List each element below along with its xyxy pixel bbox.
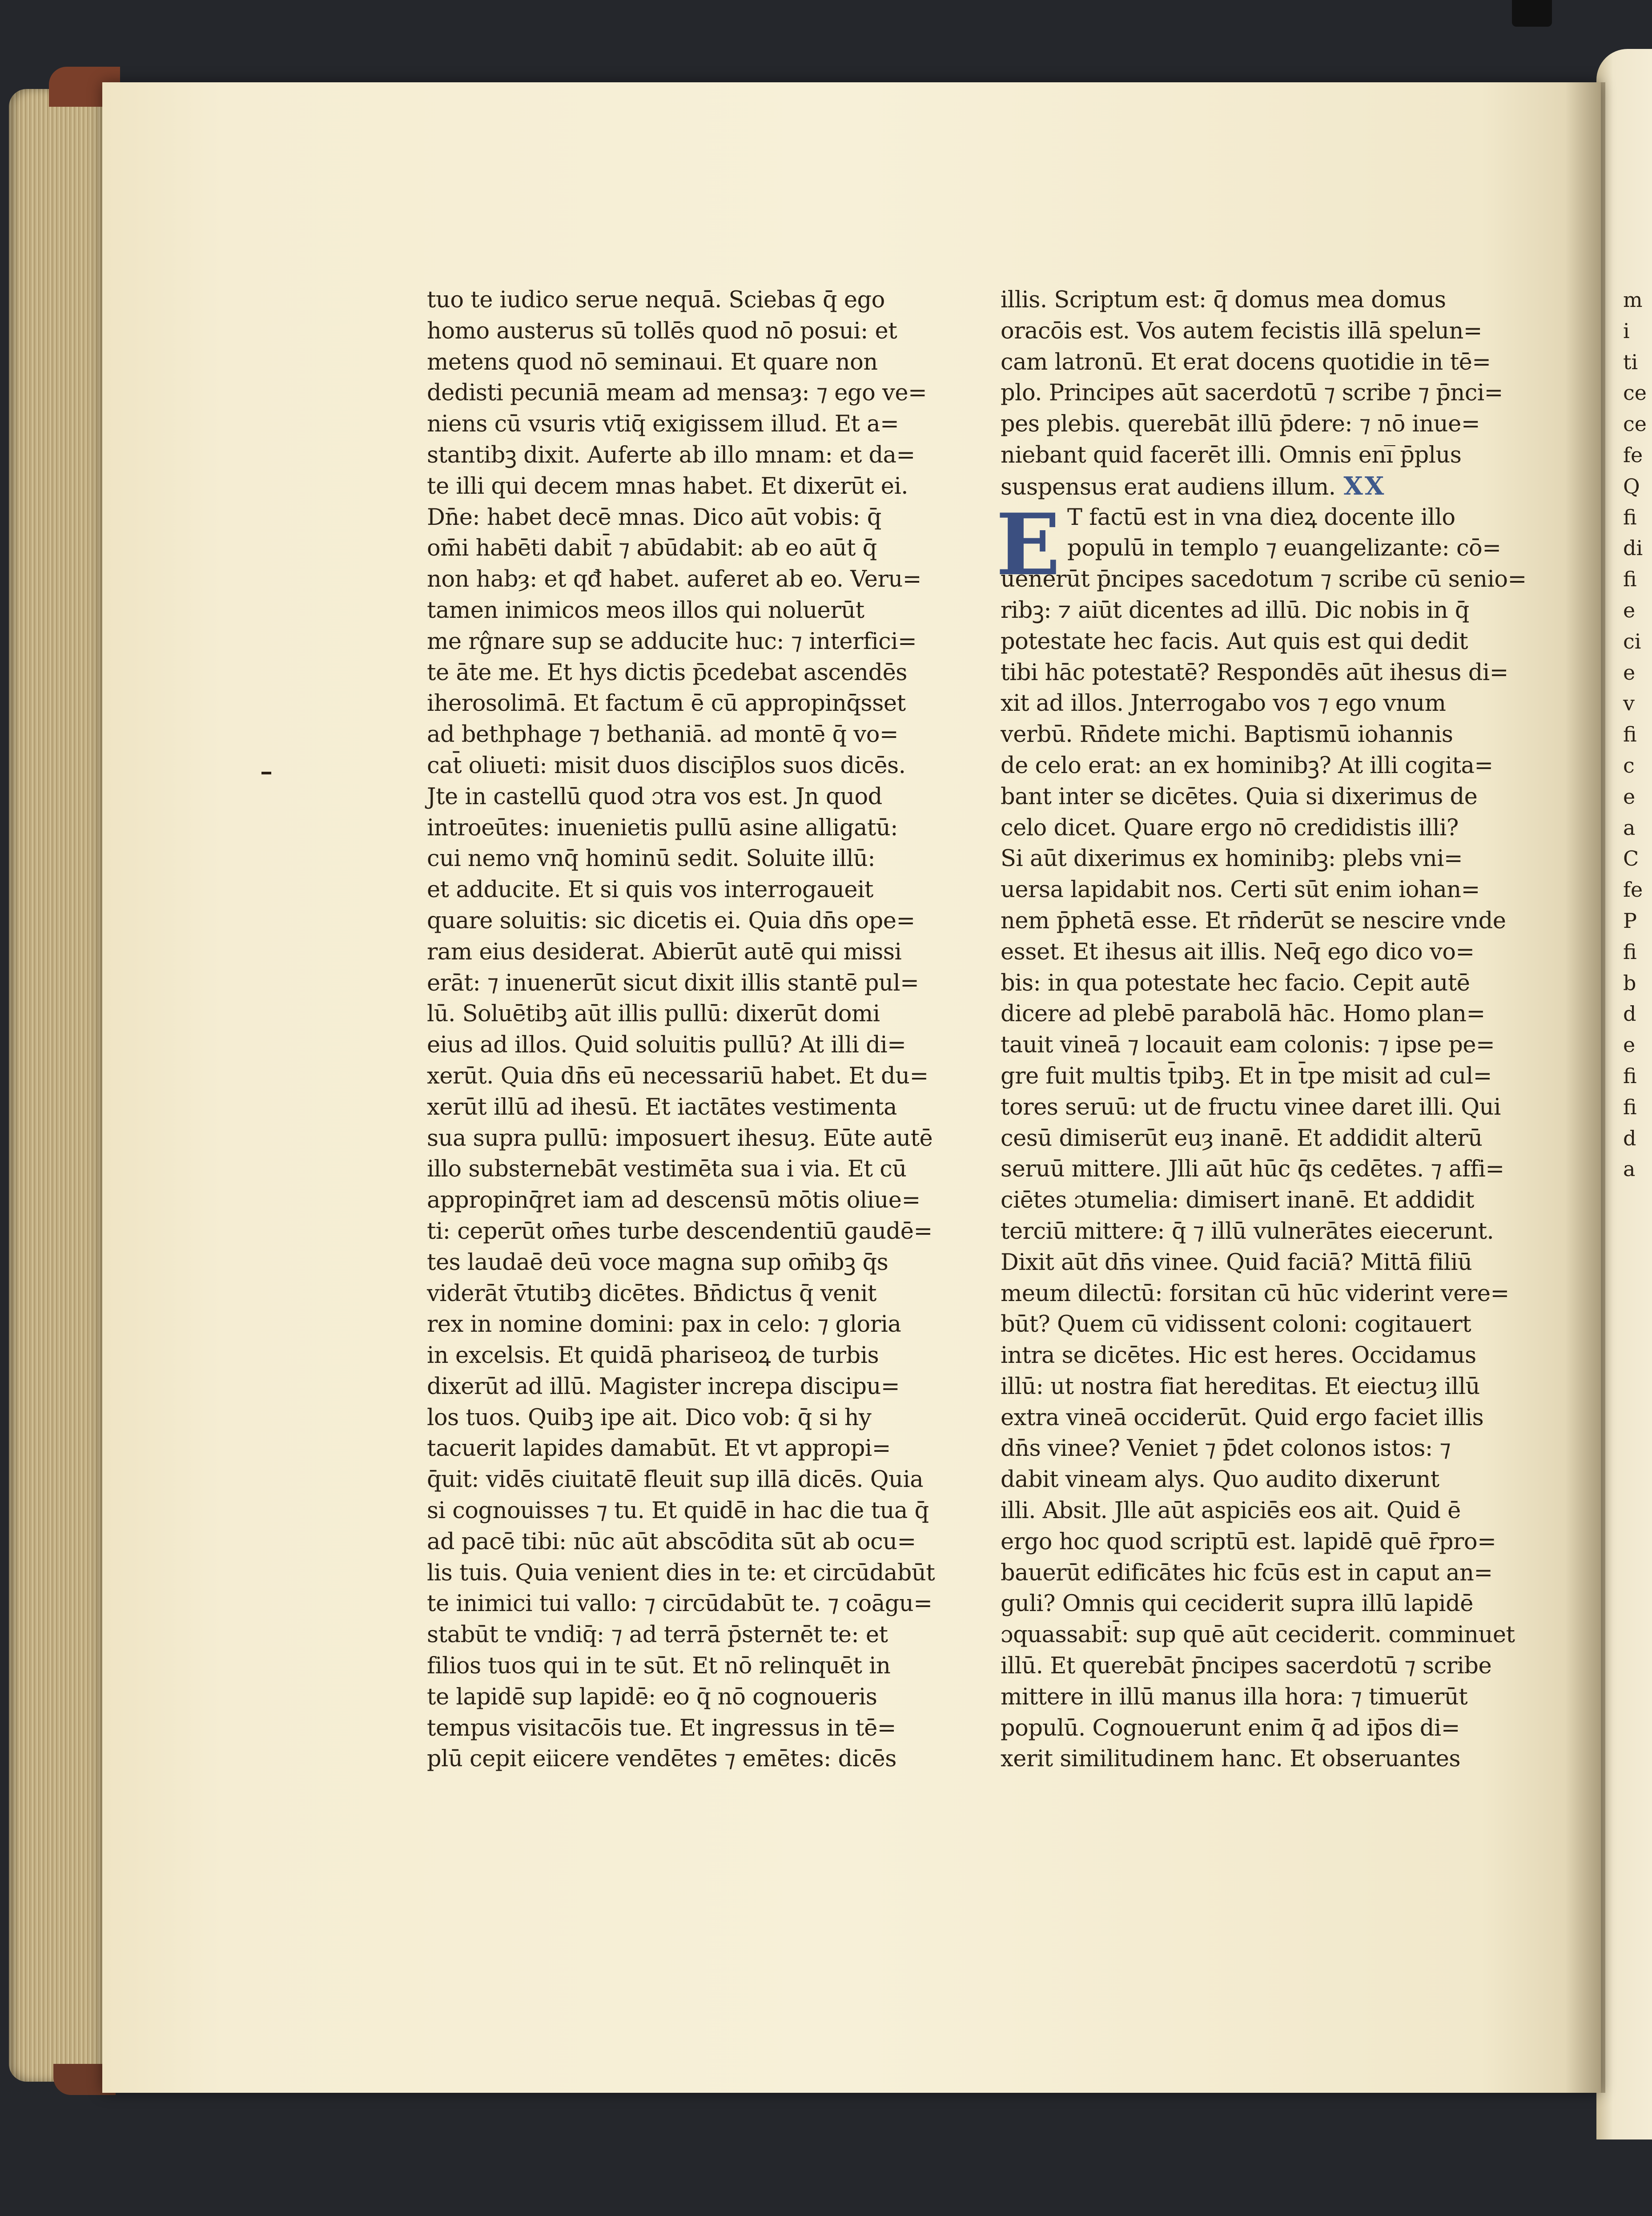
text-line: ad pacē tibi: nūc aūt abscōdita sūt ab ocu=	[427, 1528, 916, 1555]
text-line: lis tuis. Quia venient dies in te: et circūdabūt	[427, 1559, 935, 1586]
text-line: tes laudaē deū voce magna sup om̄ibꝫ q̄s	[427, 1249, 888, 1276]
text-line: populū in templo ⁊ euangelizante: cō=	[1067, 535, 1501, 562]
text-line: q̄uit: vidēs ciuitatē fleuit sup illā dicēs. Quia	[427, 1467, 924, 1493]
facing-page-fragment: Q	[1623, 474, 1640, 498]
facing-page-fragment: fi	[1623, 1095, 1637, 1119]
text-line: lū. Soluētibꝫ aūt illis pullū: dixerūt domi	[427, 1001, 880, 1027]
text-line: dn̄s vinee? Veniet ⁊ p̄det colonos istos: ⁊	[1001, 1435, 1451, 1462]
text-line: Jte in castellū quod ɔtra vos est. Jn quod	[427, 783, 882, 810]
facing-page-fragment: fe	[1623, 878, 1643, 902]
text-line: ad bethphage ⁊ bethaniā. ad montē q̄ vo=	[427, 721, 899, 748]
text-line: erāt: ⁊ inuenerūt sicut dixit illis stantē pul=	[427, 970, 919, 996]
text-line: cam latronū. Et erat docens quotidie in tē=	[1001, 349, 1491, 375]
text-line: tacuerit lapides damabūt. Et vt appropi=	[427, 1435, 891, 1462]
right-column-top-last-line: suspensus erat audiens illum.	[1001, 474, 1336, 500]
decorated-initial: E	[996, 495, 1061, 594]
text-line: ribꝫ: ⁊ aiūt dicentes ad illū. Dic nobis in q̄	[1001, 597, 1469, 624]
text-line: tuo te iudico serue nequā. Sciebas q̄ ego	[427, 287, 885, 313]
text-line: tempus visitacōis tue. Et ingressus in tē=	[427, 1715, 896, 1741]
text-line: te lapidē sup lapidē: eo q̄ nō cognoueris	[427, 1684, 877, 1710]
facing-page-fragment: v	[1623, 691, 1635, 716]
text-line: niens cū vsuris vtiq̄ exigissem illud. Et a=	[427, 411, 899, 438]
text-line: guli? Omnis qui ceciderit supra illū lapidē	[1001, 1591, 1473, 1617]
text-line: niebant quid facerēt illi. Omnis eni̅ p̄plus	[1001, 442, 1462, 468]
text-line: populū. Cognouerunt enim q̄ ad ip̄os di=	[1001, 1715, 1460, 1741]
text-line: ergo hoc quod scriptū est. lapidē quē r̄pro=	[1001, 1528, 1496, 1555]
facing-page-fragment: di	[1623, 536, 1643, 560]
right-column-body	[1001, 502, 1527, 1775]
book-fore-edge	[9, 89, 111, 2082]
text-line: tores seruū: ut de fructu vinee daret illi. Qui	[1001, 1094, 1501, 1120]
text-line: xit ad illos. Jnterrogabo vos ⁊ ego vnum	[1001, 690, 1446, 717]
text-line: bis: in qua potestate hec facio. Cepit autē	[1001, 970, 1470, 996]
text-line: te inimici tui vallo: ⁊ circūdabūt te. ⁊ coāgu=	[427, 1591, 933, 1617]
facing-page-fragment: i	[1623, 318, 1630, 343]
text-line: esset. Et ihesus ait illis. Neq̄ ego dico vo=	[1001, 939, 1475, 965]
text-line: plo. Principes aūt sacerdotū ⁊ scribe ⁊ p̄nci=	[1001, 380, 1503, 407]
facing-page-fragment: fi	[1623, 567, 1637, 592]
text-line: introeūtes: inuenietis pullū asine alligatū:	[427, 814, 898, 841]
text-line: tamen inimicos meos illos qui noluerūt	[427, 597, 864, 624]
text-line: non habȝ: et qđ habet. auferet ab eo. Veru=	[427, 566, 921, 593]
facing-page-fragment: e	[1623, 598, 1636, 622]
text-line: mittere in illū manus illa hora: ⁊ timuerūt	[1001, 1684, 1468, 1710]
facing-page-fragment: C	[1623, 846, 1639, 871]
right-column-top	[1001, 285, 1503, 471]
text-line: extra vineā occiderūt. Quid ergo faciet illis	[1001, 1404, 1484, 1431]
text-line: xerit similitudinem hanc. Et obseruantes	[1001, 1746, 1461, 1773]
text-line: los tuos. Quibꝫ ipe ait. Dico vob: q̄ si hy	[427, 1404, 872, 1431]
text-line: būt? Quem cū vidissent coloni: cogitauert	[1001, 1311, 1471, 1338]
facing-page-fragment: a	[1623, 1157, 1636, 1181]
gutter-shadow	[1565, 82, 1605, 2093]
text-line: om̄i habēti dabit̄ ⁊ abūdabit: ab eo aūt q̄	[427, 535, 877, 562]
facing-page-fragment: fi	[1623, 505, 1637, 529]
text-line: in excelsis. Et quidā phariseoꝝ de turbis	[427, 1342, 879, 1369]
facing-page-fragment: b	[1623, 971, 1636, 995]
text-line: xerūt illū ad ihesū. Et iactātes vestimenta	[427, 1094, 897, 1120]
text-line: et adducite. Et si quis vos interrogaueit	[427, 877, 873, 903]
text-line: Si aūt dixerimus ex hominibꝫ: plebs vni=	[1001, 846, 1463, 872]
text-line: te āte me. Et hys dictis p̄cedebat ascendēs	[427, 659, 907, 686]
text-line: bauerūt edificātes hic fcūs est in caput an=	[1001, 1559, 1493, 1586]
text-line: quare soluitis: sic dicetis ei. Quia dn̄s ope=	[427, 907, 915, 934]
text-line: metens quod nō seminaui. Et quare non	[427, 349, 878, 375]
text-line: seruū mittere. Jlli aūt hūc q̄s cedētes. ⁊ affi=	[1001, 1156, 1504, 1183]
text-line: ciētes ɔtumelia: dimisert inanē. Et addidit	[1001, 1187, 1474, 1214]
text-line: appropinq̄ret iam ad descensū mōtis oliue=	[427, 1187, 920, 1214]
text-line: ɔquassabit̄: sup quē aūt ceciderit. comminuet	[1001, 1622, 1515, 1648]
text-line: uenerūt p̄ncipes sacedotum ⁊ scribe cū senio=	[1001, 566, 1527, 593]
text-line: rex in nomine domini: pax in celo: ⁊ gloria	[427, 1311, 901, 1338]
text-line: cesū dimiserūt euȝ inanē. Et addidit alterū	[1001, 1125, 1483, 1152]
text-line: stabūt te vndiq̄: ⁊ ad terrā p̄sternēt te: et	[427, 1622, 888, 1648]
text-line: homo austerus sū tollēs quod nō posui: et	[427, 318, 897, 344]
facing-page-fragment: d	[1623, 1002, 1636, 1026]
facing-page-text-fragments	[1623, 285, 1647, 1185]
text-line: illū: ut nostra fiat hereditas. Et eiectuȝ illū	[1001, 1373, 1480, 1400]
facing-page-fragment: P	[1623, 908, 1637, 933]
text-line: terciū mittere: q̄ ⁊ illū vulnerātes eiecerunt.	[1001, 1218, 1494, 1245]
left-text-column	[427, 285, 935, 1775]
text-line: de celo erat: an ex hominibꝫ? At illi cogita=	[1001, 752, 1493, 779]
text-line: Dn̄e: habet decē mnas. Dico aūt vobis: q̄	[427, 504, 881, 531]
text-line: intra se dicētes. Hic est heres. Occidamus	[1001, 1342, 1476, 1369]
text-line: tauit vineā ⁊ locauit eam colonis: ⁊ ipse pe=	[1001, 1032, 1495, 1059]
text-line: illis. Scriptum est: q̄ domus mea domus	[1001, 287, 1446, 313]
text-line: sua supra pullū: imposuert ihesuȝ. Eūte autē	[427, 1125, 933, 1152]
text-line: illū. Et querebāt p̄ncipes sacerdotū ⁊ scribe	[1001, 1653, 1492, 1680]
text-line: pes plebis. querebāt illū p̄dere: ⁊ nō inue=	[1001, 411, 1480, 438]
text-line: cat̄ oliueti: misit duos discip̄los suos dicēs.	[427, 752, 906, 779]
facing-page-fragment: ce	[1623, 412, 1647, 436]
facing-page-fragment: m	[1623, 288, 1643, 312]
text-line: meum dilectū: forsitan cū hūc viderint vere=	[1001, 1280, 1509, 1307]
text-line: celo dicet. Quare ergo nō credidistis illi?	[1001, 814, 1459, 841]
facing-page-fragment: a	[1623, 815, 1636, 840]
text-line: plū cepit eiicere vendētes ⁊ emētes: dicēs	[427, 1746, 896, 1773]
facing-page-fragment: fi	[1623, 722, 1637, 747]
facing-page-fragment: d	[1623, 1126, 1636, 1150]
text-line: dedisti pecuniā meam ad mensaȝ: ⁊ ego ve=	[427, 380, 927, 407]
text-line: cui nemo vnq̄ hominū sedit. Soluite illū:	[427, 846, 876, 872]
text-line: xerūt. Quia dn̄s eū necessariū habet. Et du=	[427, 1063, 928, 1089]
text-line: illo substernebāt vestimēta sua i via. Et cū	[427, 1156, 907, 1183]
text-line: viderāt v̄tutibꝫ dicētes. Bn̄dictus q̄ venit	[427, 1280, 876, 1307]
facing-page-fragment: ci	[1623, 629, 1641, 653]
text-line: potestate hec facis. Aut quis est qui dedit	[1001, 628, 1468, 655]
text-line: si cognouisses ⁊ tu. Et quidē in hac die tua q̄	[427, 1498, 929, 1524]
text-line: dixerūt ad illū. Magister increpa discipu=	[427, 1373, 900, 1400]
text-line: verbū. Rn̄dete michi. Baptismū iohannis	[1001, 721, 1453, 748]
text-line: dicere ad plebē parabolā hāc. Homo plan=	[1001, 1001, 1485, 1027]
text-line: me rĝnare sup se adducite huc: ⁊ interfici=	[427, 628, 917, 655]
facing-page-fragment: e	[1623, 1033, 1636, 1057]
chapter-heading-line	[1001, 471, 1472, 502]
right-text-column	[1001, 285, 1527, 1775]
text-line: dabit vineam alys. Quo audito dixerunt	[1001, 1467, 1439, 1493]
facing-page-fragment: ti	[1623, 350, 1638, 374]
facing-page-fragment: c	[1623, 753, 1635, 778]
facing-page-fragment: fe	[1623, 443, 1643, 467]
text-line: stantibꝫ dixit. Auferte ab illo mnam: et da=	[427, 442, 915, 468]
facing-page-fragment: fi	[1623, 939, 1637, 964]
chapter-number: XX	[1343, 471, 1386, 501]
text-line: te illi qui decem mnas habet. Et dixerūt ei.	[427, 473, 908, 500]
text-line: T factū est in vna dieꝝ docente illo	[1067, 504, 1455, 531]
text-line: gre fuit multis t̄pibꝫ. Et in t̄pe misit ad cul=	[1001, 1063, 1492, 1089]
facing-page-fragment: e	[1623, 660, 1636, 685]
text-line: uersa lapidabit nos. Certi sūt enim iohan=	[1001, 877, 1480, 903]
text-line: filios tuos qui in te sūt. Et nō relinquēt in	[427, 1653, 891, 1680]
text-line: bant inter se dicētes. Quia si dixerimus de	[1001, 783, 1478, 810]
facing-page-fragment: fi	[1623, 1064, 1637, 1088]
text-line: ram eius desiderat. Abierūt autē qui missi	[427, 939, 902, 965]
text-line: oracōis est. Vos autem fecistis illā spelun=	[1001, 318, 1483, 344]
text-line: tibi hāc potestatē? Respondēs aūt ihesus di=	[1001, 659, 1508, 686]
text-line: illi. Absit. Jlle aūt aspiciēs eos ait. Quid ē	[1001, 1498, 1461, 1524]
text-line: iherosolimā. Et factum ē cū appropinq̄sset	[427, 690, 906, 717]
facing-page-fragment: e	[1623, 784, 1636, 809]
text-line: Dixit aūt dn̄s vinee. Quid faciā? Mittā filiū	[1001, 1249, 1472, 1276]
margin-mark	[261, 772, 271, 774]
text-line: ti: ceperūt om̄es turbe descendentiū gaudē=	[427, 1218, 933, 1245]
page-clip	[1512, 0, 1552, 27]
text-line: eius ad illos. Quid soluitis pullū? At illi di=	[427, 1032, 906, 1059]
text-line: nem p̄phetā esse. Et rn̄derūt se nescire vnde	[1001, 907, 1506, 934]
facing-page-fragment: ce	[1623, 381, 1647, 405]
